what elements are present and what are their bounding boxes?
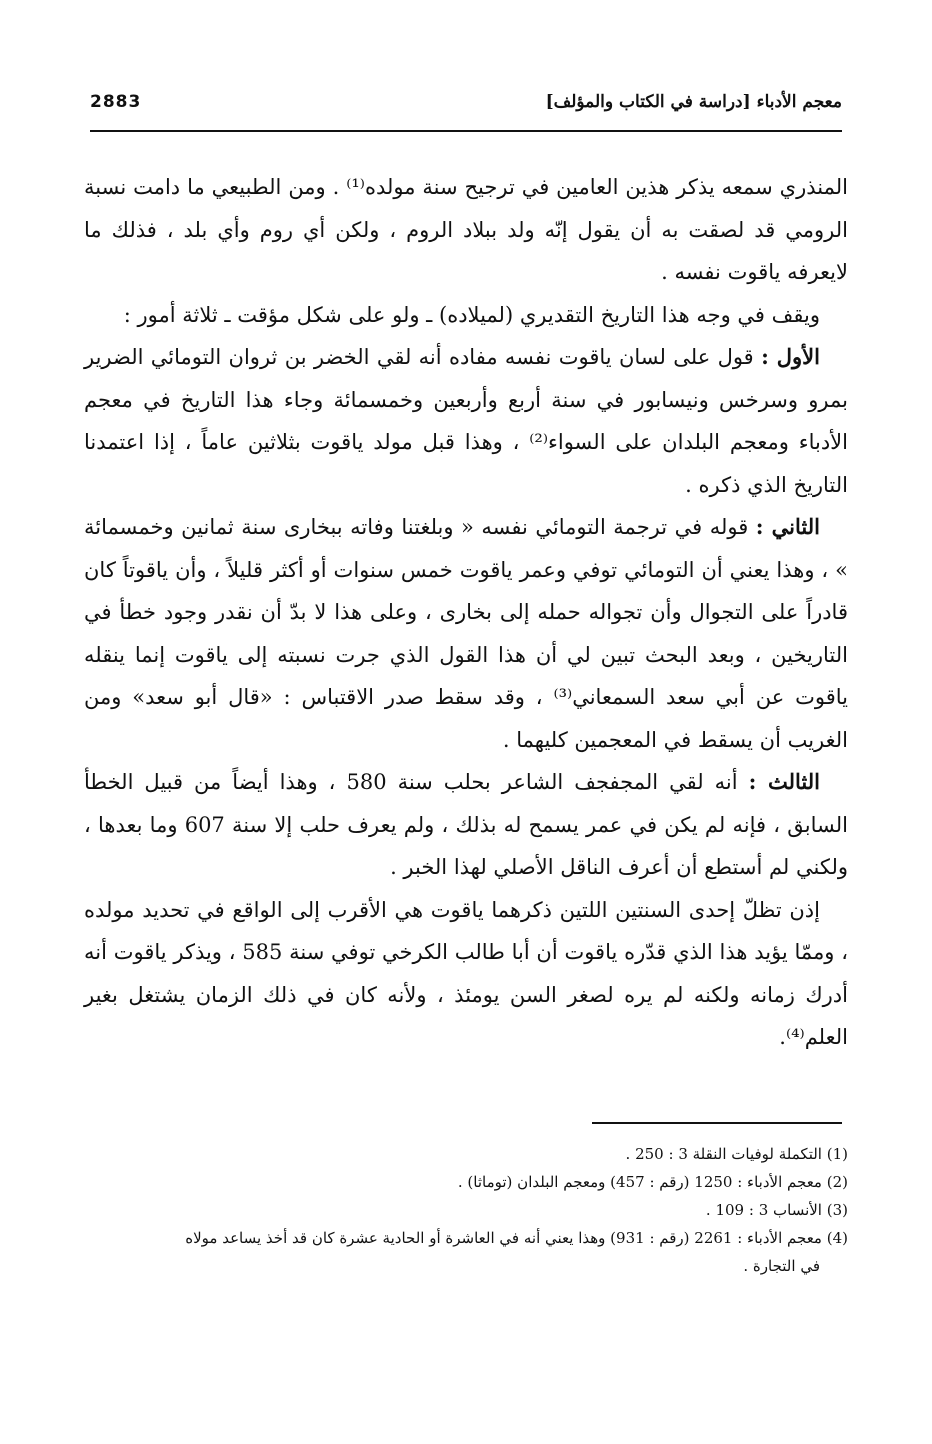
footnote-3: (3) الأنساب 3 : 109 . [705,1201,848,1219]
footnote-4: (4) معجم الأدباء : 2261 (رقم : 931) وهذا يعني أنه في العاشرة أو الحادية عشرة كان قد أخذ يساعد مولاه [185,1229,848,1247]
running-title: معجم الأدباء [دراسة في الكتاب والمؤلف] [545,92,842,112]
paragraph-1: المنذري سمعه يذكر هذين العامين في ترجيح سنة مولده⁽¹⁾ . ومن الطبيعي ما دامت نسبة الرومي قد لصقت به أن يقول إنّه ولد ببلاد الروم ، ولكن أي روم وأي بلد ، فذلك ما لايعرفه ياقوت نفسه . [84,175,848,284]
paragraph-5 [84,761,848,889]
footnote-4-continuation: في التجارة . [743,1257,820,1275]
footnote-2: (2) معجم الأدباء : 1250 (رقم : 457) ومعجم البلدان (توماثا) . [457,1173,848,1191]
paragraph-3 [84,336,848,506]
paragraph-5-text: أنه لقي المجفجف الشاعر بحلب سنة 580 ، وهذا أيضاً من قبيل الخطأ السابق ، فإنه لم يكن في عمر يسمح له بذلك ، ولم يعرف حلب إلا سنة 607 وما بعدها ، ولكني لم أستطع أن أعرف الناقل الأصلي لهذا الخبر . [84,770,848,879]
footnote-1: (1) التكملة لوفيات النقلة 3 : 250 . [625,1145,848,1163]
paragraph-4-lead: الثاني : [755,514,820,539]
paragraph-5-lead: الثالث : [748,769,820,794]
paragraph-2: ويقف في وجه هذا التاريخ التقديري (لميلاده) ـ ولو على شكل مؤقت ـ ثلاثة أمور : [123,302,820,327]
header-rule [90,130,842,132]
main-text [84,166,848,1059]
paragraph-6: إذن تظلّ إحدى السنتين اللتين ذكرهما ياقوت هي الأقرب إلى الواقع في تحديد مولده ، وممّا يؤيد هذا الذي قدّره ياقوت أن أبا طالب الكرخي توفي سنة 585 ، ويذكر ياقوت أنه أدرك زمانه ولكنه لم يره لصغر السن يومئذ ، ولأنه كان في ذلك الزمان يشتغل بغير العلم⁽⁴⁾. [84,897,848,1049]
paragraph-3-text: قول على لسان ياقوت نفسه مفاده أنه لقي الخضر بن ثروان التومائي الضرير بمرو وسرخس ونيسابور في سنة أربع وأربعين وخمسمائة وجاء هذا التاريخ في معجم الأدباء ومعجم البلدان على السواء⁽²⁾ ، وهذا قبل مولد ياقوت بثلاثين عاماً ، إذا اعتمدنا التاريخ الذي ذكره . [84,345,848,497]
paragraph-4-text: قوله في ترجمة التومائي نفسه « وبلغتنا وفاته ببخارى سنة ثمانين وخمسمائة » ، وهذا يعني أن التومائي توفي وعمر ياقوت خمس سنوات أو أكثر قليلاً ، وأن ياقوتاً كان قادراً على التجوال وأن تجواله حمله إلى بخارى ، وعلى هذا لا بدّ أن نقدر وجود خطأ في التاريخين ، وبعد البحث تبين لي أن هذا القول الذي جرت نسبته إلى ياقوت إنما ينقله ياقوت عن أبي سعد السمعاني⁽³⁾ ، وقد سقط صدر الاقتباس : «قال أبو سعد» ومن الغريب أن يسقط في المعجمين كليهما . [84,515,848,752]
page-header [90,92,842,122]
paragraph-4 [84,506,848,761]
footnotes [84,1140,848,1280]
page-number: 2883 [90,92,142,112]
footnote-rule [592,1122,842,1124]
paragraph-3-lead: الأول : [761,344,820,369]
